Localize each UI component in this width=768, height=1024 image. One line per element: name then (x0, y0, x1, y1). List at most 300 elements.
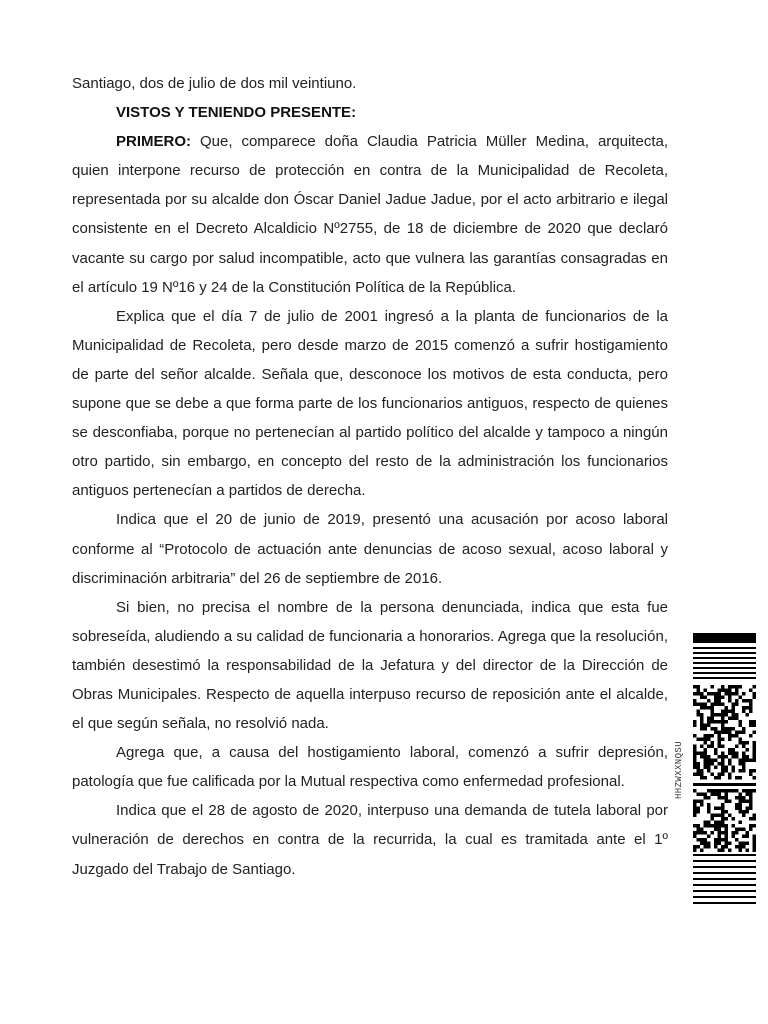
stamp-matrix-cell (735, 828, 739, 832)
stamp-matrix-cell (753, 755, 757, 759)
stamp-matrix-cell (742, 842, 746, 846)
stamp-matrix-cell (707, 738, 711, 742)
stamp-matrix-cell (697, 703, 701, 707)
paragraph-text: Que, comparece doña Claudia Patricia Müller Medina, arquitecta, quien interpone recurso de protección en contra de la Municipalidad de Recoleta, representada por su alcalde don Óscar Daniel Jadue Jadue, por el acto arbitrario e ilegal consistente en el Decreto Alcaldicio Nº2755, de 18 de diciembre de 2020 que declaró vacante su cargo por salud incompatible, acto que vulnera las garantías consagradas en el artículo 19 Nº16 y 24 de la Constitución Política de la República. (72, 133, 668, 296)
stamp-matrix-cell (693, 814, 697, 818)
stamp-matrix-cell (704, 703, 708, 707)
stamp-matrix-cell (693, 685, 697, 689)
stamp-matrix-cell (753, 842, 757, 846)
stamp-matrix-cell (742, 699, 746, 703)
stamp-matrix-cell (704, 696, 708, 700)
stamp-matrix-cell (746, 800, 750, 804)
stamp-matrix-cell (711, 713, 715, 717)
stamp-matrix-cell (739, 849, 743, 853)
stamp-matrix-cell (711, 741, 715, 745)
stamp-matrix-cell (707, 692, 711, 696)
stamp-matrix-cell (746, 748, 750, 752)
stamp-matrix-cell (749, 824, 753, 828)
stamp-matrix-cell (739, 724, 743, 728)
stamp-matrix-cell (732, 755, 736, 759)
stamp-matrix-cell (749, 689, 753, 693)
stamp-matrix-cell (704, 831, 708, 835)
stamp-matrix-cell (721, 752, 725, 756)
stamp-matrix-cell (721, 773, 725, 777)
stamp-matrix-cell (693, 703, 697, 707)
stamp-matrix-cell (707, 734, 711, 738)
stamp-matrix-cell (721, 803, 725, 807)
stamp-matrix-cell (749, 699, 753, 703)
stamp-matrix-cell (711, 734, 715, 738)
stamp-matrix-cell (711, 773, 715, 777)
stamp-matrix-cell (707, 755, 711, 759)
stamp-matrix-cell (742, 796, 746, 800)
stamp-matrix-cell (721, 685, 725, 689)
stamp-matrix-cell (753, 752, 757, 756)
stamp-matrix-cell (742, 752, 746, 756)
stamp-matrix-cell (718, 838, 722, 842)
stamp-matrix-cell (728, 699, 732, 703)
stamp-matrix-cell (714, 759, 718, 763)
stamp-matrix-cell (739, 776, 743, 780)
stamp-matrix-cell (700, 745, 704, 749)
stamp-matrix-cell (707, 762, 711, 766)
stamp-matrix-cell (711, 762, 715, 766)
stamp-bar-line (693, 878, 756, 880)
stamp-matrix-cell (721, 689, 725, 693)
stamp-matrix-cell (721, 817, 725, 821)
stamp-matrix-cell (700, 696, 704, 700)
stamp-matrix-cell (725, 845, 729, 849)
stamp-matrix-cell (746, 842, 750, 846)
stamp-matrix-cell (725, 720, 729, 724)
stamp-matrix-cell (721, 710, 725, 714)
stamp-matrix-cell (693, 755, 697, 759)
stamp-matrix-cell (732, 789, 736, 793)
stamp-matrix-cell (746, 849, 750, 853)
stamp-matrix-cell (704, 706, 708, 710)
stamp-matrix-cell (700, 727, 704, 731)
stamp-matrix-cell (749, 817, 753, 821)
stamp-matrix-cell (718, 738, 722, 742)
stamp-matrix-cell (700, 703, 704, 707)
stamp-matrix-cell (700, 793, 704, 797)
stamp-bar-line (693, 783, 756, 786)
paragraph: Agrega que, a causa del hostigamiento laboral, comenzó a sufrir depresión, patología que fue calificada por la Mutual respectiva como enfermedad profesional. (72, 744, 668, 791)
stamp-matrix-cell (728, 752, 732, 756)
stamp-matrix-cell (742, 741, 746, 745)
stamp-bar-line (693, 902, 756, 904)
stamp-matrix-cell (718, 696, 722, 700)
stamp-matrix-cell (742, 769, 746, 773)
stamp-matrix-cell (714, 731, 718, 735)
stamp-matrix-cell (753, 776, 757, 780)
stamp-matrix-cell (728, 800, 732, 804)
stamp-matrix-cell (749, 807, 753, 811)
stamp-matrix-cell (728, 696, 732, 700)
stamp-matrix-cell (704, 689, 708, 693)
stamp-matrix-cell (753, 814, 757, 818)
stamp-matrix-cell (697, 807, 701, 811)
stamp-matrix-cell (732, 713, 736, 717)
stamp-matrix-cell (693, 810, 697, 814)
verification-code: HHZWXXNQSU (674, 741, 684, 800)
stamp-matrix-cell (700, 769, 704, 773)
stamp-matrix-cell (718, 824, 722, 828)
stamp-matrix-cell (725, 810, 729, 814)
stamp-matrix-cell (721, 755, 725, 759)
stamp-matrix-cell (728, 748, 732, 752)
stamp-matrix-cell (697, 689, 701, 693)
stamp-matrix-cell (707, 706, 711, 710)
stamp-matrix-cell (742, 766, 746, 770)
stamp-matrix-cell (721, 814, 725, 818)
stamp-matrix-cell (714, 807, 718, 811)
stamp-matrix-cell (721, 769, 725, 773)
stamp-matrix-cell (746, 741, 750, 745)
stamp-matrix-cell (753, 835, 757, 839)
stamp-matrix-cell (704, 824, 708, 828)
stamp-matrix-cell (725, 731, 729, 735)
stamp-matrix-cell (739, 741, 743, 745)
stamp-matrix-cell (697, 824, 701, 828)
stamp-matrix-cell (721, 720, 725, 724)
stamp-matrix-cell (728, 814, 732, 818)
stamp-matrix-cell (714, 720, 718, 724)
stamp-bar-line (693, 860, 756, 862)
stamp-matrix-cell (746, 793, 750, 797)
stamp-matrix-cell (725, 835, 729, 839)
stamp-matrix-cell (700, 831, 704, 835)
stamp-matrix-cell (753, 731, 757, 735)
stamp-matrix-cell (739, 685, 743, 689)
stamp-matrix-cell (725, 817, 729, 821)
stamp-matrix-cell (746, 807, 750, 811)
stamp-matrix-cell (725, 713, 729, 717)
stamp-matrix-cell (746, 831, 750, 835)
stamp-matrix-cell (711, 706, 715, 710)
stamp-matrix-cell (721, 831, 725, 835)
stamp-matrix-cell (700, 717, 704, 721)
stamp-matrix-cell (707, 835, 711, 839)
stamp-matrix-cell (714, 814, 718, 818)
stamp-matrix-cell (711, 824, 715, 828)
stamp-matrix-cell (721, 738, 725, 742)
stamp-matrix-cell (718, 835, 722, 839)
stamp-matrix-cell (735, 807, 739, 811)
stamp-matrix-cell (732, 706, 736, 710)
stamp-matrix-cell (718, 842, 722, 846)
stamp-matrix-cell (718, 849, 722, 853)
stamp-matrix-cell (714, 692, 718, 696)
stamp-matrix-cell (721, 717, 725, 721)
stamp-matrix-cell (707, 821, 711, 825)
stamp-matrix-cell (732, 831, 736, 835)
stamp-matrix-cell (753, 685, 757, 689)
stamp-matrix-cell (735, 752, 739, 756)
stamp-matrix-cell (707, 724, 711, 728)
stamp-matrix-cell (725, 755, 729, 759)
stamp-matrix-cell (721, 759, 725, 763)
stamp-matrix-cell (728, 692, 732, 696)
stamp-matrix-cell (704, 762, 708, 766)
stamp-matrix-cell (721, 838, 725, 842)
stamp-matrix-cell (718, 699, 722, 703)
stamp-matrix-cell (700, 828, 704, 832)
stamp-matrix-cell (718, 692, 722, 696)
stamp-matrix-cell (714, 842, 718, 846)
stamp-matrix-cell (735, 776, 739, 780)
stamp-matrix-cell (735, 796, 739, 800)
stamp-matrix-cell (700, 713, 704, 717)
stamp-matrix-cell (732, 727, 736, 731)
stamp-bar-line (693, 672, 756, 674)
stamp-matrix-cell (718, 720, 722, 724)
stamp-matrix-cell (707, 845, 711, 849)
stamp-matrix-cell (704, 755, 708, 759)
stamp-matrix-cell (707, 810, 711, 814)
stamp-matrix-cell (742, 789, 746, 793)
paragraph: Si bien, no precisa el nombre de la persona denunciada, indica que esta fue sobreseída, aludiendo a su calidad de funcionaria a honorarios. Agrega que la resolución, también desestimó la responsabilidad de la Jefatura y del director de la Dirección de Obras Municipales. Respecto de aquella interpuso recurso de reposición ante el alcalde, el que según señala, no resolvió nada. (72, 598, 668, 733)
stamp-matrix-cell (697, 762, 701, 766)
stamp-matrix-cell (732, 835, 736, 839)
stamp-bar-line (693, 677, 756, 679)
stamp-matrix-cell (725, 824, 729, 828)
stamp-matrix-cell (739, 796, 743, 800)
stamp-matrix-cell (753, 724, 757, 728)
stamp-bar-line (693, 652, 756, 654)
stamp-matrix-cell (728, 731, 732, 735)
stamp-matrix-cell (735, 692, 739, 696)
stamp-matrix-cell (728, 685, 732, 689)
stamp-matrix-cell (753, 789, 757, 793)
stamp-matrix-cell (721, 724, 725, 728)
stamp-matrix-cell (742, 731, 746, 735)
stamp-matrix-cell (697, 793, 701, 797)
stamp-matrix-cell (697, 710, 701, 714)
stamp-matrix-cell (746, 810, 750, 814)
stamp-bar-line (693, 872, 756, 874)
stamp-bar-line (693, 657, 756, 659)
stamp-matrix-cell (721, 696, 725, 700)
stamp-matrix-cell (721, 745, 725, 749)
stamp-matrix-cell (693, 734, 697, 738)
stamp-matrix-cell (714, 821, 718, 825)
stamp-matrix-cell (721, 762, 725, 766)
stamp-matrix-cell (700, 692, 704, 696)
stamp-matrix-cell (739, 793, 743, 797)
stamp-matrix-cell (697, 828, 701, 832)
stamp-matrix-cell (704, 842, 708, 846)
stamp-matrix-cell (749, 793, 753, 797)
stamp-matrix-cell (742, 828, 746, 832)
stamp-matrix-cell (739, 759, 743, 763)
stamp-matrix-cell (742, 759, 746, 763)
stamp-matrix-cell (749, 796, 753, 800)
stamp-matrix-cell (728, 842, 732, 846)
stamp-matrix-cell (735, 731, 739, 735)
stamp-matrix-cell (732, 717, 736, 721)
stamp-matrix-cell (739, 828, 743, 832)
stamp-matrix-cell (711, 720, 715, 724)
stamp-matrix-cell (735, 755, 739, 759)
stamp-matrix-cell (697, 810, 701, 814)
stamp-matrix-cell (739, 769, 743, 773)
stamp-matrix-cell (732, 748, 736, 752)
stamp-matrix-cell (707, 699, 711, 703)
stamp-matrix-cell (749, 759, 753, 763)
stamp-matrix-cell (704, 776, 708, 780)
stamp-matrix-cell (728, 762, 732, 766)
stamp-matrix-cell (718, 713, 722, 717)
stamp-matrix-cell (742, 762, 746, 766)
stamp-matrix-cell (746, 699, 750, 703)
stamp-matrix-cell (721, 845, 725, 849)
paragraph-label: PRIMERO: (116, 133, 191, 151)
stamp-matrix-cell (732, 769, 736, 773)
stamp-matrix-cell (697, 766, 701, 770)
stamp-bar-line (693, 884, 756, 886)
stamp-matrix-cell (735, 685, 739, 689)
stamp-matrix-cell (707, 766, 711, 770)
stamp-matrix-cell (704, 734, 708, 738)
stamp-matrix-cell (700, 752, 704, 756)
stamp-matrix-cell (707, 807, 711, 811)
stamp-matrix-cell (732, 685, 736, 689)
stamp-matrix-cell (700, 706, 704, 710)
stamp-matrix-cell (718, 807, 722, 811)
stamp-bar-line (693, 896, 756, 898)
stamp-matrix-cell (718, 793, 722, 797)
stamp-matrix-cell (721, 796, 725, 800)
stamp-matrix-cell (732, 824, 736, 828)
stamp-matrix-cell (725, 789, 729, 793)
stamp-matrix-cell (728, 710, 732, 714)
stamp-matrix-cell (714, 793, 718, 797)
stamp-matrix-cell (725, 796, 729, 800)
stamp-matrix-cell (721, 727, 725, 731)
stamp-matrix-cell (711, 745, 715, 749)
stamp-matrix-cell (704, 766, 708, 770)
stamp-matrix-cell (739, 720, 743, 724)
stamp-matrix-cell (725, 793, 729, 797)
stamp-matrix-cell (697, 713, 701, 717)
paragraph: Indica que el 20 de junio de 2019, presentó una acusación por acoso laboral conforme al “Protocolo de actuación ante denuncias de acoso sexual, acoso laboral y discriminación arbitraria” del 26 de septiembre de 2016. (72, 511, 668, 587)
stamp-matrix-cell (697, 685, 701, 689)
stamp-matrix-cell (700, 849, 704, 853)
stamp-matrix-cell (693, 766, 697, 770)
stamp-matrix-cell (739, 821, 743, 825)
section-heading: VISTOS Y TENIENDO PRESENTE: (116, 104, 357, 122)
stamp-matrix-cell (742, 727, 746, 731)
stamp-matrix-cell (700, 773, 704, 777)
stamp-matrix-cell (697, 773, 701, 777)
stamp-matrix-cell (711, 727, 715, 731)
stamp-matrix-cell (725, 800, 729, 804)
stamp-matrix-cell (725, 727, 729, 731)
stamp-matrix-cell (735, 689, 739, 693)
stamp-matrix-cell (693, 789, 697, 793)
stamp-matrix-cell (714, 828, 718, 832)
stamp-matrix-cell (735, 745, 739, 749)
stamp-matrix-cell (749, 773, 753, 777)
verification-barcode-stamp (693, 633, 756, 908)
stamp-matrix-cell (749, 706, 753, 710)
stamp-matrix-cell (746, 706, 750, 710)
stamp-matrix-cell (735, 703, 739, 707)
stamp-matrix-cell (711, 759, 715, 763)
stamp-matrix-cell (707, 824, 711, 828)
stamp-matrix-cell (700, 838, 704, 842)
stamp-matrix-cell (742, 755, 746, 759)
stamp-matrix-cell (728, 727, 732, 731)
stamp-matrix-cell (718, 828, 722, 832)
stamp-matrix-cell (704, 759, 708, 763)
stamp-matrix-cell (693, 692, 697, 696)
stamp-matrix-cell (693, 800, 697, 804)
stamp-bar-line (693, 662, 756, 664)
stamp-matrix-cell (739, 696, 743, 700)
stamp-matrix-cell (693, 724, 697, 728)
stamp-matrix-cell (728, 738, 732, 742)
stamp-matrix-cell (711, 692, 715, 696)
stamp-matrix-cell (714, 752, 718, 756)
stamp-matrix-cell (714, 776, 718, 780)
stamp-matrix-cell (721, 849, 725, 853)
stamp-matrix-cell (753, 817, 757, 821)
stamp-matrix-cell (693, 752, 697, 756)
stamp-matrix-cell (742, 800, 746, 804)
stamp-matrix-cell (739, 807, 743, 811)
stamp-matrix-cell (735, 713, 739, 717)
stamp-matrix-cell (753, 720, 757, 724)
stamp-matrix-cell (721, 810, 725, 814)
paragraph: Explica que el día 7 de julio de 2001 ingresó a la planta de funcionarios de la Municipalidad de Recoleta, pero desde marzo de 2015 comenzó a sufrir hostigamiento de parte del señor alcalde. Señala que, desconoce los motivos de esta conducta, pero supone que se debe a que forma parte de los funcionarios antiguos, respecto de quienes se desconfiaba, porque no pertenecían al partido político del alcalde y tampoco a ningún otro partido, sin embargo, en concepto del resto de la administración los funcionarios antiguos pertenecían a partidos de derecha. (72, 307, 668, 500)
stamp-matrix-cell (693, 831, 697, 835)
stamp-matrix-cell (725, 842, 729, 846)
stamp-matrix-cell (728, 773, 732, 777)
stamp-matrix-cell (693, 773, 697, 777)
stamp-matrix-cell (697, 769, 701, 773)
stamp-matrix-cell (749, 789, 753, 793)
stamp-matrix-cell (707, 720, 711, 724)
stamp-matrix-cell (693, 835, 697, 839)
stamp-matrix-cell (732, 766, 736, 770)
stamp-matrix-cell (714, 766, 718, 770)
stamp-matrix-cell (707, 789, 711, 793)
stamp-matrix-cell (739, 800, 743, 804)
stamp-matrix-cell (725, 710, 729, 714)
stamp-bar-block (693, 633, 756, 643)
stamp-matrix-cell (739, 803, 743, 807)
stamp-matrix-cell (707, 759, 711, 763)
stamp-matrix-cell (725, 692, 729, 696)
stamp-matrix-cell (753, 845, 757, 849)
stamp-matrix-cell (693, 803, 697, 807)
stamp-matrix-cell (711, 685, 715, 689)
stamp-matrix-cell (718, 776, 722, 780)
stamp-matrix-cell (718, 731, 722, 735)
stamp-matrix-cell (707, 803, 711, 807)
stamp-matrix-cell (697, 800, 701, 804)
stamp-matrix-cell (704, 741, 708, 745)
stamp-matrix-cell (721, 789, 725, 793)
stamp-matrix-cell (714, 699, 718, 703)
stamp-matrix-cell (753, 838, 757, 842)
stamp-matrix-cell (725, 828, 729, 832)
stamp-matrix-cell (753, 759, 757, 763)
stamp-matrix-cell (746, 755, 750, 759)
stamp-matrix-cell (714, 789, 718, 793)
